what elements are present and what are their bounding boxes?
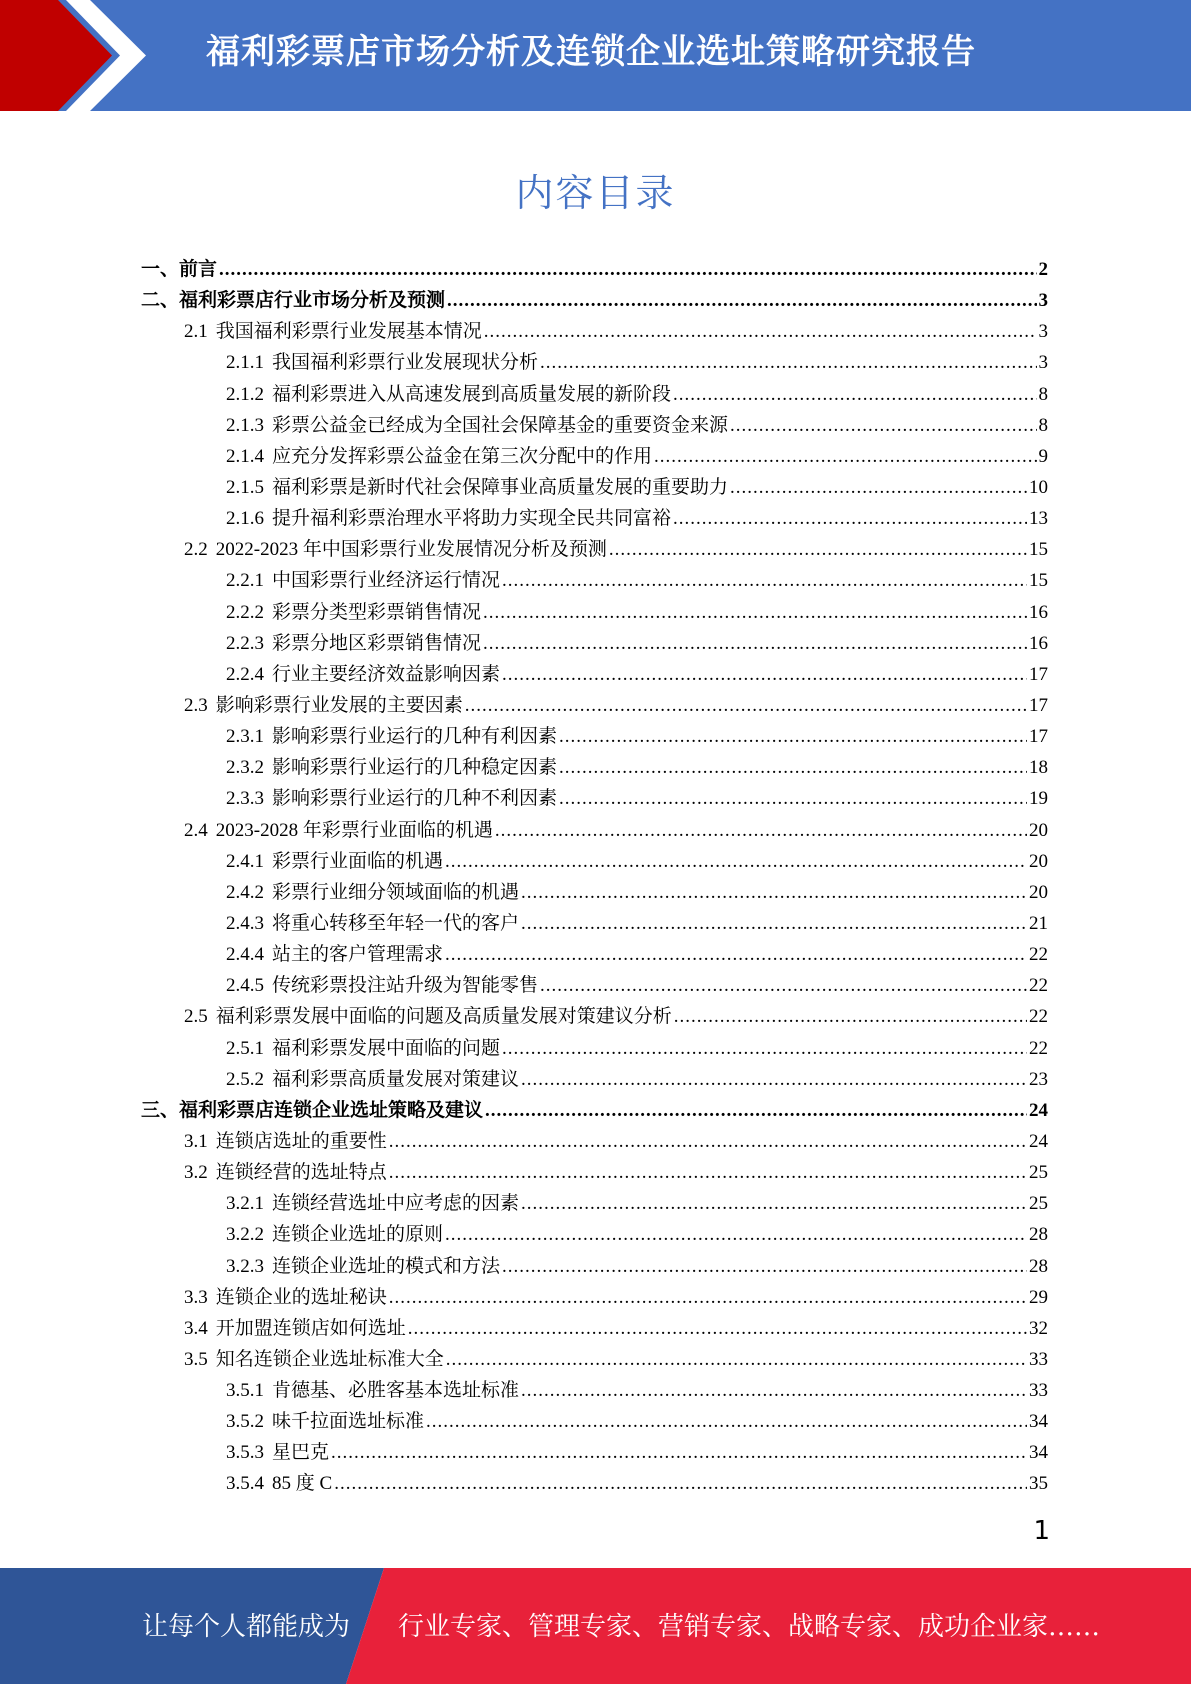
toc-entry-page: 32 [1029,1317,1048,1339]
toc-entry-number: 2.4.5 [226,975,264,997]
toc-leader-dots [521,1188,1027,1219]
toc-entry-number: 2.2.2 [226,601,264,623]
toc-entry[interactable] [141,1468,1048,1499]
toc-entry-page: 24 [1029,1130,1048,1152]
toc-entry-page: 21 [1029,912,1048,934]
toc-entry[interactable] [141,783,1048,814]
toc-entry-number: 3.4 [184,1317,208,1339]
footer-slogan-right: 行业专家、管理专家、营销专家、战略专家、成功企业家…… [398,1612,1101,1642]
toc-leader-dots [447,285,1036,316]
toc-entry-text: 福利彩票高质量发展对策建议 [272,1068,520,1090]
toc-entry-page: 20 [1029,819,1048,841]
toc-entry-number: 3.2.3 [226,1255,264,1277]
toc-entry[interactable] [141,472,1048,503]
toc-entry[interactable] [141,347,1048,378]
toc-entry-page: 35 [1029,1473,1048,1495]
toc-entry[interactable] [141,441,1048,472]
toc-entry[interactable] [141,1375,1048,1406]
toc-leader-dots [389,1126,1027,1157]
toc-entry-text: 我国福利彩票行业发展现状分析 [272,352,539,374]
toc-entry-number: 三、 [141,1099,180,1121]
toc-entry-text: 我国福利彩票行业发展基本情况 [215,321,482,343]
toc-entry[interactable] [141,1095,1048,1126]
toc-entry[interactable] [141,815,1048,846]
toc-entry[interactable] [141,659,1048,690]
toc-leader-dots [559,752,1027,783]
toc-entry-page: 22 [1029,1037,1048,1059]
toc-leader-dots [540,970,1027,1001]
toc-entry-number: 3.5.2 [226,1411,264,1433]
toc-entry-text: 彩票公益金已经成为全国社会保障基金的重要资金来源 [272,414,729,436]
toc-entry-text: 影响彩票行业运行的几种有利因素 [272,726,558,748]
toc-entry-page: 25 [1029,1193,1048,1215]
toc-leader-dots [521,877,1027,908]
toc-leader-dots [389,1157,1027,1188]
toc-entry-page: 2 [1038,259,1048,280]
toc-entry-text: 将重心转移至年轻一代的客户 [272,912,520,934]
toc-entry-text: 彩票分类型彩票销售情况 [272,601,482,623]
toc-leader-dots [483,628,1027,659]
toc-entry-number: 2.5.1 [226,1037,264,1059]
toc-leader-dots [609,534,1027,565]
toc-entry-number: 2.3.3 [226,788,264,810]
toc-entry-number: 2.1.6 [226,508,264,530]
toc-leader-dots [465,690,1027,721]
toc-entry-number: 2.1.4 [226,445,264,467]
toc-entry-text: 彩票行业细分领域面临的机遇 [272,881,520,903]
toc-entry-number: 2.2.4 [226,663,264,685]
toc-entry-page: 22 [1029,1006,1048,1028]
toc-leader-dots [674,1001,1027,1032]
toc-entry[interactable] [141,1251,1048,1282]
toc-entry-text: 连锁经营选址中应考虑的因素 [272,1193,520,1215]
toc-leader-dots [521,908,1027,939]
toc-entry-text: 福利彩票店行业市场分析及预测 [179,290,446,312]
toc-leader-dots [408,1313,1027,1344]
toc-entry-number: 2.1.2 [226,383,264,405]
toc-leader-dots [485,1095,1027,1126]
toc-leader-dots [445,1219,1027,1250]
toc-entry[interactable] [141,939,1048,970]
toc-entry-page: 34 [1029,1442,1048,1464]
toc-entry-number: 2.2.3 [226,632,264,654]
toc-entry[interactable] [141,285,1048,316]
toc-entry-page: 9 [1038,445,1048,467]
toc-entry[interactable] [141,534,1048,565]
toc-list [141,254,1048,1500]
toc-entry-number: 3.2.2 [226,1224,264,1246]
toc-entry[interactable] [141,503,1048,534]
toc-entry-text: 行业主要经济效益影响因素 [272,663,501,685]
toc-entry[interactable] [141,1282,1048,1313]
toc-entry-page: 28 [1029,1224,1048,1246]
toc-entry-number: 2.3.1 [226,726,264,748]
toc-entry-text: 连锁店选址的重要性 [215,1130,387,1152]
header-banner [0,0,1191,111]
toc-entry-text: 福利彩票发展中面临的问题及高质量发展对策建议分析 [215,1006,672,1028]
toc-leader-dots [445,846,1027,877]
toc-entry-page: 20 [1029,881,1048,903]
toc-leader-dots [730,472,1027,503]
toc-entry-number: 2.3.2 [226,757,264,779]
toc-entry-page: 3 [1038,352,1048,374]
toc-entry-page: 16 [1029,601,1048,623]
toc-entry[interactable] [141,1344,1048,1375]
toc-entry-page: 29 [1029,1286,1048,1308]
toc-entry[interactable] [141,690,1048,721]
toc-entry-number: 2.2 [184,539,208,561]
toc-leader-dots [426,1406,1027,1437]
toc-entry[interactable] [141,1001,1048,1032]
toc-entry-text: 85 度 C [272,1473,333,1495]
toc-entry-text: 知名连锁企业选址标准大全 [215,1348,444,1370]
toc-entry[interactable] [141,1064,1048,1095]
toc-entry[interactable] [141,1157,1048,1188]
toc-entry-page: 22 [1029,944,1048,966]
toc-leader-dots [521,1375,1027,1406]
toc-leader-dots [219,254,1036,285]
page-number: 1 [1033,1516,1050,1546]
toc-entry-page: 16 [1029,632,1048,654]
toc-entry-number: 2.4.2 [226,881,264,903]
toc-entry-page: 20 [1029,850,1048,872]
toc-entry-page: 17 [1029,726,1048,748]
toc-entry-page: 10 [1029,476,1048,498]
toc-entry[interactable] [141,565,1048,596]
toc-entry-page: 19 [1029,788,1048,810]
toc-entry-text: 连锁经营的选址特点 [215,1162,387,1184]
toc-entry-page: 33 [1029,1348,1048,1370]
toc-entry[interactable] [141,1188,1048,1219]
toc-entry-number: 2.4.4 [226,944,264,966]
toc-entry-text: 福利彩票店连锁企业选址策略及建议 [179,1099,484,1121]
toc-leader-dots [483,597,1027,628]
toc-entry-number: 3.1 [184,1130,208,1152]
toc-entry[interactable] [141,1033,1048,1064]
toc-entry-number: 3.5 [184,1348,208,1370]
toc-entry[interactable] [141,1437,1048,1468]
toc-entry[interactable] [141,877,1048,908]
toc-entry-page: 23 [1029,1068,1048,1090]
toc-entry-text: 站主的客户管理需求 [272,944,444,966]
toc-leader-dots [331,1437,1027,1468]
toc-leader-dots [484,316,1037,347]
toc-leader-dots [730,410,1036,441]
toc-entry-text: 中国彩票行业经济运行情况 [272,570,501,592]
toc-entry-number: 2.5 [184,1006,208,1028]
toc-entry[interactable] [141,597,1048,628]
toc-entry[interactable] [141,628,1048,659]
toc-entry[interactable] [141,721,1048,752]
toc-entry-number: 2.5.2 [226,1068,264,1090]
toc-entry-page: 3 [1038,321,1048,343]
toc-entry-text: 星巴克 [272,1442,330,1464]
toc-entry-text: 影响彩票行业发展的主要因素 [215,694,463,716]
toc-entry-page: 17 [1029,663,1048,685]
toc-entry[interactable] [141,1219,1048,1250]
toc-leader-dots [502,1033,1027,1064]
toc-entry-number: 2.4.1 [226,850,264,872]
toc-entry[interactable] [141,1313,1048,1344]
toc-entry-number: 3.5.4 [226,1473,264,1495]
toc-entry-page: 33 [1029,1380,1048,1402]
toc-entry-page: 3 [1038,290,1048,312]
toc-entry-number: 3.2 [184,1162,208,1184]
toc-entry-number: 3.3 [184,1286,208,1308]
toc-leader-dots [445,939,1027,970]
toc-entry-text: 福利彩票是新时代社会保障事业高质量发展的重要助力 [272,476,729,498]
toc-entry-text: 肯德基、必胜客基本选址标准 [272,1380,520,1402]
toc-entry-number: 2.2.1 [226,570,264,592]
toc-leader-dots [446,1344,1027,1375]
toc-entry-number: 3.5.3 [226,1442,264,1464]
toc-entry[interactable] [141,846,1048,877]
toc-entry-number: 3.2.1 [226,1193,264,1215]
toc-entry-page: 34 [1029,1411,1048,1433]
toc-leader-dots [502,659,1027,690]
toc-title: 内容目录 [515,171,676,215]
header-arrow-decoration [0,0,160,111]
toc-entry-page: 8 [1038,414,1048,436]
toc-leader-dots [654,441,1036,472]
toc-entry-page: 22 [1029,975,1048,997]
toc-entry-text: 彩票分地区彩票销售情况 [272,632,482,654]
toc-leader-dots [502,565,1027,596]
toc-entry[interactable] [141,254,1048,285]
toc-entry-number: 2.4 [184,819,208,841]
toc-leader-dots [673,503,1027,534]
toc-entry-text: 连锁企业选址的模式和方法 [272,1255,501,1277]
toc-leader-dots [334,1468,1027,1499]
toc-entry-number: 2.1 [184,321,208,343]
toc-entry-text: 2023-2028 年彩票行业面临的机遇 [215,819,493,841]
toc-entry[interactable] [141,410,1048,441]
toc-entry-page: 18 [1029,757,1048,779]
toc-entry-text: 连锁企业的选址秘诀 [215,1286,387,1308]
toc-entry-text: 影响彩票行业运行的几种不利因素 [272,788,558,810]
toc-entry-page: 25 [1029,1162,1048,1184]
toc-entry-text: 提升福利彩票治理水平将助力实现全民共同富裕 [272,508,672,530]
toc-entry-text: 福利彩票发展中面临的问题 [272,1037,501,1059]
toc-entry-text: 2022-2023 年中国彩票行业发展情况分析及预测 [215,539,607,561]
toc-entry-number: 二、 [141,290,180,312]
toc-entry-page: 24 [1029,1099,1048,1121]
toc-entry-number: 3.5.1 [226,1380,264,1402]
toc-entry-text: 彩票行业面临的机遇 [272,850,444,872]
toc-leader-dots [673,379,1036,410]
toc-entry-text: 连锁企业选址的原则 [272,1224,444,1246]
toc-leader-dots [540,347,1036,378]
footer-banner [0,1568,1191,1684]
toc-leader-dots [559,783,1027,814]
toc-entry-number: 2.1.5 [226,476,264,498]
toc-entry-text: 福利彩票进入从高速发展到高质量发展的新阶段 [272,383,672,405]
toc-leader-dots [495,815,1027,846]
footer-slogan-left: 让每个人都能成为 [142,1612,351,1642]
toc-entry-page: 28 [1029,1255,1048,1277]
toc-entry-page: 15 [1029,539,1048,561]
toc-entry-page: 13 [1029,508,1048,530]
toc-entry[interactable] [141,908,1048,939]
toc-leader-dots [521,1064,1027,1095]
toc-entry-text: 传统彩票投注站升级为智能零售 [272,975,539,997]
toc-entry-number: 2.1.3 [226,414,264,436]
toc-entry-text: 味千拉面选址标准 [272,1411,425,1433]
toc-entry-text: 开加盟连锁店如何选址 [215,1317,406,1339]
toc-entry[interactable] [141,1126,1048,1157]
toc-leader-dots [389,1282,1027,1313]
toc-entry[interactable] [141,970,1048,1001]
toc-leader-dots [559,721,1027,752]
toc-entry[interactable] [141,379,1048,410]
toc-entry-number: 2.4.3 [226,912,264,934]
toc-entry-page: 17 [1029,694,1048,716]
toc-entry-text: 影响彩票行业运行的几种稳定因素 [272,757,558,779]
toc-entry-text: 应充分发挥彩票公益金在第三次分配中的作用 [272,445,653,467]
toc-entry[interactable] [141,316,1048,347]
toc-entry-number: 2.3 [184,694,208,716]
toc-entry-number: 2.1.1 [226,352,264,374]
report-title: 福利彩票店市场分析及连锁企业选址策略研究报告 [206,32,976,72]
toc-entry-page: 8 [1038,383,1048,405]
toc-entry-page: 15 [1029,570,1048,592]
toc-leader-dots [502,1251,1027,1282]
toc-entry-text: 前言 [179,259,218,280]
toc-entry[interactable] [141,1406,1048,1437]
toc-entry-number: 一、 [141,259,180,280]
toc-entry[interactable] [141,752,1048,783]
